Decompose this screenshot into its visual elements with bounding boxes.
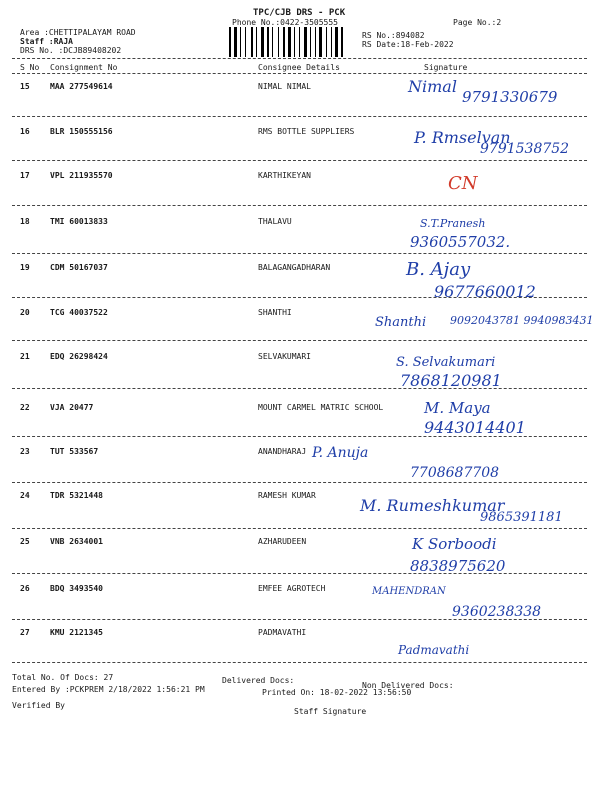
table-row	[0, 628, 600, 674]
barcode-bar	[319, 27, 322, 57]
row-consignment-no: MAA 277549614	[50, 82, 113, 91]
signature-phone: 9865391181	[480, 510, 563, 525]
barcode-bar	[240, 27, 241, 57]
signature-name: B. Ajay	[406, 259, 471, 280]
row-sno: 22	[20, 403, 30, 412]
row-consignee: RMS BOTTLE SUPPLIERS	[258, 127, 355, 136]
row-sno: 20	[20, 308, 30, 317]
handwritten-signature	[0, 389, 600, 439]
handwritten-signature	[0, 68, 600, 118]
report-title: TPC/CJB DRS - PCK	[253, 8, 346, 18]
entered-by: Entered By :PCKPREM 2/18/2022 1:56:21 PM	[12, 685, 205, 694]
row-consignee: BALAGANGADHARAN	[258, 263, 331, 272]
handwritten-signature	[0, 249, 600, 299]
row-divider	[12, 662, 587, 663]
barcode-bar	[234, 27, 237, 57]
row-consignment-no: CDM 50167037	[50, 263, 108, 272]
verified-by: Verified By	[12, 701, 65, 710]
header-divider-top	[12, 58, 587, 59]
signature-name: Shanthi	[375, 315, 427, 330]
barcode-bar	[331, 27, 332, 57]
row-consignee: THALAVU	[258, 217, 292, 226]
printed-on: Printed On: 18-02-2022 13:56:50	[262, 688, 412, 697]
barcode-bar	[294, 27, 295, 57]
row-consignee: NIMAL NIMAL	[258, 82, 311, 91]
col-consignment: Consignment No	[50, 63, 118, 72]
delivered-docs: Delivered Docs:	[222, 676, 295, 685]
row-consignment-no: TDR 5321448	[50, 491, 103, 500]
barcode-bar	[341, 27, 343, 57]
row-sno: 23	[20, 447, 30, 456]
handwritten-signature	[0, 338, 600, 388]
col-consignee: Consignee Details	[258, 63, 340, 72]
signature-name: Padmavathi	[398, 643, 470, 657]
row-sno: 27	[20, 628, 30, 637]
row-sno: 24	[20, 491, 30, 500]
signature-name: S. Selvakumari	[396, 355, 496, 370]
barcode-bar	[256, 27, 257, 57]
row-sno: 16	[20, 127, 30, 136]
signature-phone: 9360238338	[452, 604, 542, 620]
row-consignee: SELVAKUMARI	[258, 352, 311, 361]
barcode-bar	[251, 27, 253, 57]
row-consignment-no: BLR 150555156	[50, 127, 113, 136]
row-consignment-no: VPL 211935570	[50, 171, 113, 180]
barcode-bar	[278, 27, 279, 57]
signature-name: MAHENDRAN	[372, 586, 446, 597]
signature-name: S.T.Pranesh	[420, 217, 486, 230]
row-sno: 26	[20, 584, 30, 593]
barcode-bar	[267, 27, 269, 57]
signature-phone: 9677660012	[434, 282, 536, 299]
handwritten-signature	[0, 523, 600, 573]
page-number: Page No.:2	[453, 18, 502, 27]
staff-signature-label: Staff Signature	[294, 707, 367, 716]
handwritten-signature	[0, 157, 600, 207]
row-consignment-no: VJA 20477	[50, 403, 94, 412]
barcode-bar	[261, 27, 264, 57]
row-consignee: AZHARUDEEN	[258, 537, 307, 546]
barcode-bar	[245, 27, 246, 57]
rs-date: RS Date:18-Feb-2022	[362, 40, 454, 49]
barcode-bar	[310, 27, 311, 57]
handwritten-signature	[0, 294, 600, 344]
barcode-bar	[283, 27, 285, 57]
barcode-bar	[326, 27, 327, 57]
signature-phone: 9360557032.	[410, 233, 511, 251]
signature-phone: 9791330679	[462, 88, 558, 106]
row-consignment-no: BDQ 3493540	[50, 584, 103, 593]
signature-name: P. Rmselvan	[414, 128, 511, 147]
barcode-bar	[229, 27, 231, 57]
row-sno: 18	[20, 217, 30, 226]
signature-name: P. Anuja	[312, 445, 369, 461]
row-consignment-no: TMI 60013833	[50, 217, 108, 226]
row-sno: 17	[20, 171, 30, 180]
signature-name: CN	[448, 173, 478, 194]
row-consignment-no: KMU 2121345	[50, 628, 103, 637]
row-sno: 19	[20, 263, 30, 272]
handwritten-signature	[0, 614, 600, 664]
rs-number: RS No.:894082	[362, 31, 425, 40]
barcode-bar	[272, 27, 273, 57]
barcode-bar	[288, 27, 291, 57]
signature-phone: 9791538752	[480, 141, 570, 157]
signature-phone: 9443014401	[424, 418, 526, 437]
row-consignee: ANANDHARAJ	[258, 447, 307, 456]
staff-label: Staff :RAJA	[20, 37, 73, 46]
signature-name: Nimal	[408, 77, 457, 96]
row-consignee: KARTHIKEYAN	[258, 171, 311, 180]
handwritten-signature	[0, 570, 600, 620]
non-delivered-docs: Non Delivered Docs:	[362, 681, 454, 690]
row-consignment-no: TCG 40037522	[50, 308, 108, 317]
total-docs: Total No. Of Docs: 27	[12, 673, 114, 682]
barcode-image	[229, 27, 355, 57]
row-consignee: MOUNT CARMEL MATRIC SCHOOL	[258, 403, 384, 412]
row-consignment-no: VNB 2634001	[50, 537, 103, 546]
row-sno: 25	[20, 537, 30, 546]
signature-phone: 8838975620	[410, 557, 506, 573]
signature-name: M. Maya	[424, 399, 491, 417]
row-consignee: RAMESH KUMAR	[258, 491, 316, 500]
row-consignment-no: EDQ 26298424	[50, 352, 108, 361]
row-sno: 21	[20, 352, 30, 361]
row-sno: 15	[20, 82, 30, 91]
barcode-bar	[299, 27, 300, 57]
handwritten-signature	[0, 477, 600, 527]
handwritten-signature	[0, 113, 600, 163]
handwritten-signature	[0, 203, 600, 253]
col-signature: Signature	[424, 63, 468, 72]
signature-name: M. Rumeshkumar	[360, 496, 505, 515]
area-label: Area :CHETTIPALAYAM ROAD	[20, 28, 136, 37]
signature-phone: 7708687708	[410, 465, 500, 481]
signature-phone: 7868120981	[400, 371, 502, 388]
row-consignee: EMFEE AGROTECH	[258, 584, 326, 593]
phone-number: Phone No.:0422-3505555	[232, 18, 338, 27]
drs-number: DRS No. :DCJB89408202	[20, 46, 122, 55]
col-sno: S No	[20, 63, 40, 72]
row-consignee: PADMAVATHI	[258, 628, 307, 637]
handwritten-signature	[0, 433, 600, 483]
barcode-bar	[315, 27, 316, 57]
row-consignee: SHANTHI	[258, 308, 292, 317]
row-consignment-no: TUT 533567	[50, 447, 99, 456]
signature-name: K Sorboodi	[412, 535, 497, 553]
barcode-bar	[335, 27, 338, 57]
signature-phone: 9092043781 9940983431	[450, 314, 594, 327]
barcode-bar	[304, 27, 307, 57]
